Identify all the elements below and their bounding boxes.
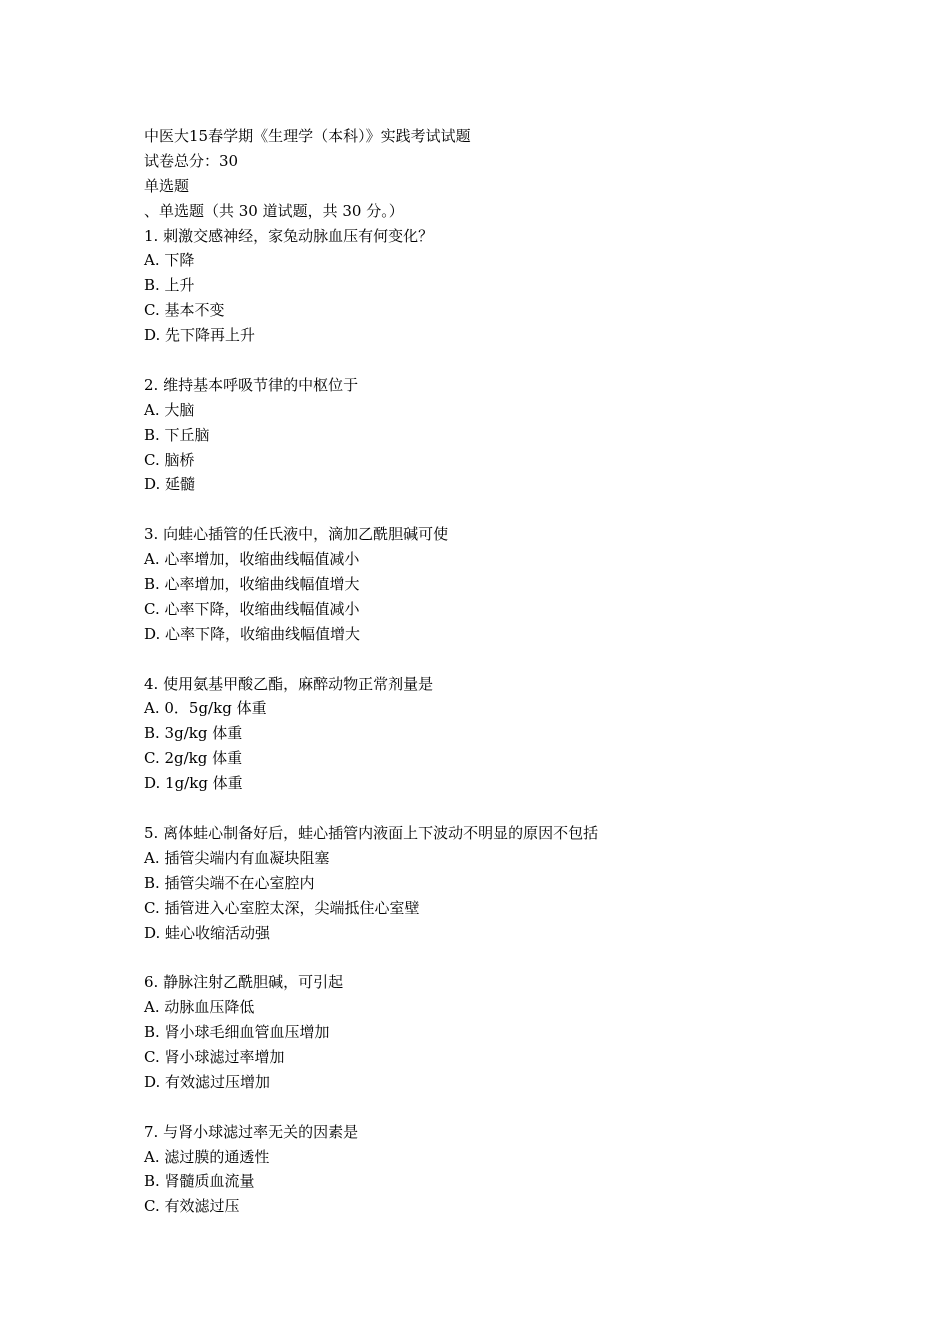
option-b: B. 3g/kg 体重 — [144, 724, 243, 743]
option-b: B. 肾小球毛细血管血压增加 — [144, 1023, 330, 1042]
option-d: D. 先下降再上升 — [144, 326, 256, 345]
exam-document — [144, 124, 844, 1219]
option-b: B. 下丘脑 — [144, 425, 210, 444]
option-a: A. 插管尖端内有血凝块阻塞 — [144, 848, 330, 867]
spacer — [144, 796, 844, 821]
question-2 — [144, 373, 844, 497]
option-d: D. 心率下降，收缩曲线幅值增大 — [144, 624, 361, 643]
question-1 — [144, 224, 844, 348]
question-stem: 7. 与肾小球滤过率无关的因素是 — [144, 1122, 359, 1141]
option-b: B. 心率增加，收缩曲线幅值增大 — [144, 575, 360, 594]
option-c: C. 肾小球滤过率增加 — [144, 1047, 285, 1066]
option-a: A. 心率增加，收缩曲线幅值减小 — [144, 550, 360, 569]
option-a: A. 动脉血压降低 — [144, 998, 255, 1017]
total-score: 试卷总分：30 — [144, 151, 239, 170]
option-b: B. 肾髓质血流量 — [144, 1172, 255, 1191]
option-a: A. 大脑 — [144, 400, 195, 419]
option-b: B. 插管尖端不在心室腔内 — [144, 873, 315, 892]
option-a: A. 下降 — [144, 251, 195, 270]
question-stem: 3. 向蛙心插管的任氏液中，滴加乙酰胆碱可使 — [144, 525, 449, 544]
section-description: 、单选题（共 30 道试题，共 30 分。） — [144, 201, 404, 220]
spacer — [144, 647, 844, 672]
spacer — [144, 1095, 844, 1120]
question-3 — [144, 522, 844, 646]
question-6 — [144, 970, 844, 1094]
option-c: C. 心率下降，收缩曲线幅值减小 — [144, 599, 360, 618]
question-stem: 1. 刺激交感神经，家兔动脉血压有何变化？ — [144, 226, 434, 245]
spacer — [144, 497, 844, 522]
question-stem: 4. 使用氨基甲酸乙酯，麻醉动物正常剂量是 — [144, 674, 434, 693]
option-d: D. 有效滤过压增加 — [144, 1072, 271, 1091]
option-c: C. 插管进入心室腔太深，尖端抵住心室壁 — [144, 898, 420, 917]
question-7 — [144, 1120, 844, 1220]
document-title: 中医大15春学期《生理学（本科）》实践考试试题 — [144, 127, 471, 145]
option-c: C. 基本不变 — [144, 301, 225, 320]
question-stem: 2. 维持基本呼吸节律的中枢位于 — [144, 375, 359, 394]
question-stem: 6. 静脉注射乙酰胆碱，可引起 — [144, 973, 344, 992]
option-c: C. 2g/kg 体重 — [144, 749, 243, 768]
option-d: D. 蛙心收缩活动强 — [144, 923, 271, 942]
question-5 — [144, 821, 844, 945]
option-a: A. 滤过膜的通透性 — [144, 1147, 270, 1166]
option-b: B. 上升 — [144, 276, 195, 295]
question-4 — [144, 672, 844, 796]
option-d: D. 1g/kg 体重 — [144, 774, 243, 793]
spacer — [144, 348, 844, 373]
question-stem: 5. 离体蛙心制备好后，蛙心插管内液面上下波动不明显的原因不包括 — [144, 823, 599, 842]
option-c: C. 有效滤过压 — [144, 1197, 240, 1216]
section-type: 单选题 — [144, 176, 190, 195]
spacer — [144, 945, 844, 970]
option-c: C. 脑桥 — [144, 450, 195, 469]
option-d: D. 延髓 — [144, 475, 196, 494]
option-a: A. 0．5g/kg 体重 — [144, 699, 267, 718]
